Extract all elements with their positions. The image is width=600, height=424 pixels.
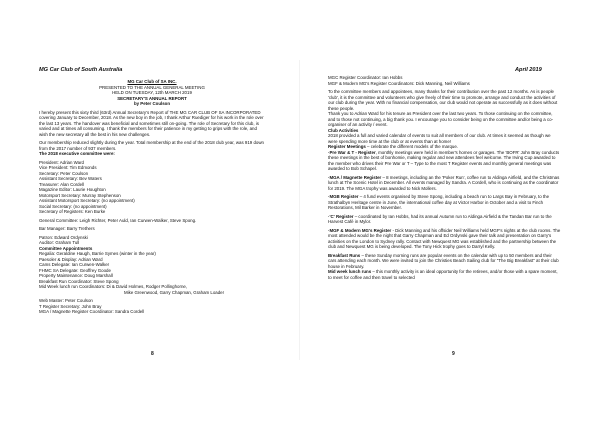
club-activities-heading: Club Activities — [328, 127, 359, 133]
midweek-runs — [328, 269, 561, 280]
c-register-text: – coordinated by Ian Hobbs, had its annual Autumn run to Aldinga Airfield & the Tandan Bar run to the Harvest Café in Mylor. — [328, 213, 552, 224]
committee-item: Treasurer: Alan Cordell — [39, 181, 84, 187]
report-title-secretary: SECRETARY'S ANNUAL REPORT — [117, 95, 187, 101]
mgf-label: ·MGF & Modern MG's Register — [328, 227, 392, 233]
left-column — [39, 79, 265, 315]
appointments-heading: Committee Appointments — [39, 245, 93, 251]
appointment-item: Cams Delegate: Ian Curwen-Walker — [39, 262, 110, 267]
breakfast-text: – these Sunday morning runs are popular events on the calendar with up to 50 members and their cars attending each month. We were invited to join the Christies Beach Sailing club for "The Big Breakfast" at their club house in February. — [328, 252, 559, 269]
c-register-label: ·'C' Register — [328, 213, 354, 219]
committee-item: President: Adrian Ward — [39, 159, 84, 165]
committee-item: Motorsport Secretary: Murray Stephenson — [39, 192, 121, 198]
mgf-text: - Dick Manning and his offsider Neil Williams held MGF's nights at the club rooms. The most attended would be the night that Garry Chapman and Ed Ordynski gave their talk and presentation on Garry's activities on the London to Sydney rally. Contact with Newquest MG was established and the partnership between the club and Newquest MG is being developed. The Tony Hick trophy goes to Darryl Kelly. — [328, 227, 561, 249]
mgf-register — [328, 228, 561, 250]
page-number: 8 — [151, 351, 154, 357]
appointment-item: FHMC SA Delegate: Geoffrey Goode — [39, 267, 111, 273]
coordinator-line: MGF & Modern MG's Register Coordinators: Dick Manning, Neil Williams — [328, 80, 470, 86]
committee-item: Magazine Editor: Laurie Houghton — [39, 187, 106, 192]
committee-item: Assistant Secretary: Bev Waters — [39, 176, 102, 181]
appointment-item: Breakfast Run Coordinator: Steve Spong — [39, 278, 119, 284]
general-committee: General Committee: Leigh Richter, Peter Auld, Ian Curwen-Walker, Steve Spong. — [39, 217, 197, 223]
register-meetings-label: Register Meetings — [328, 144, 366, 149]
committee-item: Secretary: Peter Coulson — [39, 170, 89, 176]
appointment-item: Mid Week lunch run Coordinators: Di & David Holmes, Rodger Pollinghorne, — [39, 284, 188, 289]
activities-paragraph: 2018 provided a full and varied calendar of events to suit all members of our club. At times it seemed as though we were spending more time at the club or at events than at home! — [328, 133, 551, 144]
mga-label: ·MGA / Magnette Register — [328, 174, 382, 180]
date-header: April 2019 — [515, 67, 542, 73]
mga-register — [328, 175, 561, 192]
appointment-item: Regalia: Geraldine Haugh, Barrie Symes (winter in the year) — [39, 251, 156, 256]
pre-war-register — [328, 150, 561, 172]
mgb-label: ·MGB Register — [328, 194, 359, 199]
midweek-label: Mid week lunch runs — [328, 269, 372, 274]
committee-item: Assistant Motorsport Secretary: (no appointment) — [39, 198, 135, 203]
breakfast-label: Breakfast Runs — [328, 252, 361, 258]
web-item: MGA / Magnette Register Coordinator: Sandra Cordell — [39, 309, 145, 314]
mga-text: – 8 meetings, including an the 'Poker Run', coffee run to Aldinga Airfield, and the Christmas lunch at The Scenic Hotel in December. All events managed by Sandra. A Cordell, who is continuing as the coordinator for 2019. The MGA trophy was awarded to Nick Mollers. — [328, 174, 560, 191]
web-item: T Register Secretary: John Bray — [39, 303, 102, 309]
intro-paragraph: I hereby present this sixty third (63rd) Annual Secretary's Report of THE MG CAR CLUB OF SA INCORPORATED covering January to December, 2018. As the new boy in the job, I thank Arthur Ruediger for his work in the role over the last 13 years. The handover was beneficial and sometimes still on-going. The role of Secretary for this club, is varied and at times all consuming. I thank the members for their patience in my getting to grips with the role, and wish the new secretary all the best in his new challenges. — [39, 109, 264, 137]
mgb-register — [328, 194, 561, 211]
appointment-item: Paesoler & Display: Adrian Ward — [39, 256, 103, 262]
midweek-text: – this monthly activity is an ideal opportunity for the retirees, and/or those with a spare moment, to meet for coffee and then travel to selected — [328, 269, 558, 280]
web-item: Web Master: Peter Coulson — [39, 298, 93, 303]
pre-war-label: ·Pre War & T - Register — [328, 149, 376, 155]
mgb-text: – 4 fund events organised by Steve Spong, including a beach run to Largs Bay in February, to the Strathalbyn Heritage centre in June, the international coffee day at Victor Harbor in October and a visit to Finch Restorations, Mil Barker in November. — [328, 194, 550, 210]
c-register — [328, 214, 561, 225]
appointment-item-continued: Mike Greenwood, Garry Chapman, Graham Loader — [124, 289, 225, 295]
breakfast-runs — [328, 253, 561, 270]
club-header: MG Car Club of South Australia — [39, 67, 123, 73]
membership-paragraph: Our membership reduced slightly during the year. Total membership at the end of the 2018 club year, was 919 down from the 2017 number of 937 members. — [39, 140, 264, 151]
report-author: by Peter Coulson — [133, 101, 171, 106]
committee-item: Secretary of Registers: Ken Burke — [39, 209, 106, 214]
pre-war-text: , monthly meetings were held in member's homes or garages. The 'BOFR' John Bray conducts these meetings in the best of bonhomie, making regular and new attendees feel welcome. The Irving Cup awarded to the member who drives their Pre War or T – Type to the most T Register events and monthly general meetings was awarded to Bob Schapel. — [328, 149, 560, 171]
page-number: 9 — [452, 351, 455, 357]
patron: Patron: Edward Ordynski — [39, 234, 88, 240]
bar-manager: Bar Manager: Barry Trethers — [39, 226, 95, 231]
report-title-date: HELD ON TUESDAY, 12th MARCH 2019 — [112, 90, 192, 95]
right-page — [300, 0, 600, 424]
president-paragraph: Thank you to Adrian Ward for his tenure as President over the last two years. To those continuing on the committee, and to those not continuing, a big thank you. I encourage you to consider being on the committee and/or being a co-organiser of an activity / event. — [328, 111, 554, 127]
appointment-item: Property Maintenance: Doug Marshall — [39, 273, 113, 278]
coordinator-line: MGC Register Coordinator: Ian Hobbs — [328, 75, 403, 80]
committee-item: Vice President: Tim Edmonds — [39, 165, 97, 170]
auditor: Auditor: Graham Tull — [39, 240, 80, 245]
committee-heading: The 2018 executive committee were: — [39, 151, 115, 156]
thanks-paragraph: To the committee members and appointees, many thanks for their contribution over the past 12 months. As is people 'club', it is the committee and volunteers who give freely of their time to promote, arrange and conduct the activities of our club during the year. With no financial compensation, our club would not operate as successfully as it does without these people. — [328, 89, 558, 111]
report-title-presented: PRESENTED TO THE ANNUAL GENERAL MEETING — [99, 84, 205, 90]
committee-item: Social Secretary: (no appointment) — [39, 203, 107, 209]
right-column — [328, 75, 561, 280]
report-title-club: MG Car Club of SA INC. — [127, 79, 177, 84]
register-meetings-text: – celebrate the different models of the marque. — [365, 144, 459, 149]
